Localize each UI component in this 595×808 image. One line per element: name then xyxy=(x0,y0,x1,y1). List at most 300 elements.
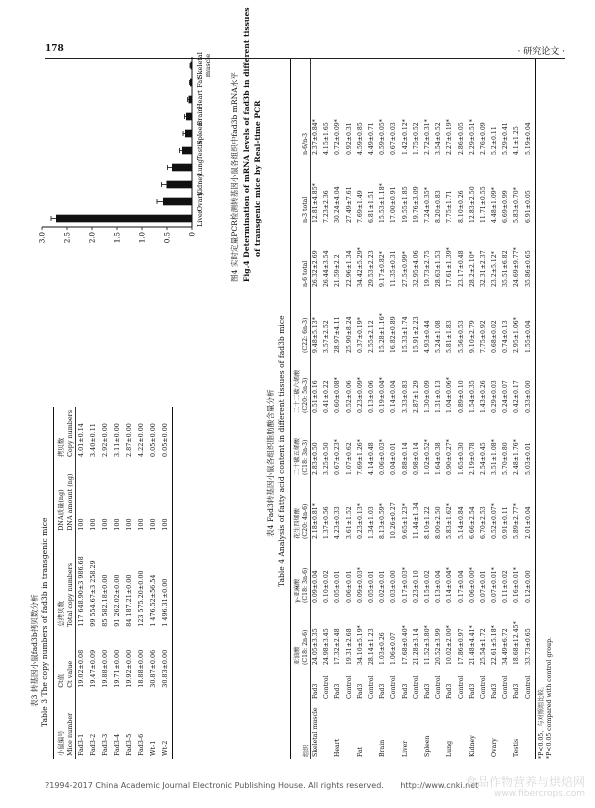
table4-cell: 0.23±0.09* xyxy=(356,377,364,413)
table4-cell: 0.23±0.13* xyxy=(356,503,364,539)
x-tick-label: Brain xyxy=(196,107,204,126)
table4-cell: 0.14±0.04* xyxy=(446,567,454,603)
table3-cell: 4.22±0.00 xyxy=(137,423,145,457)
table4-cell: 12.81±4.85* xyxy=(312,183,320,223)
table4-cell xyxy=(321,701,332,759)
table-row xyxy=(147,407,159,759)
table3-cell: 91 262.02±0.00 xyxy=(113,574,121,627)
table4-cell: 6.66±2.54 xyxy=(468,506,476,539)
bar xyxy=(182,147,192,155)
table4-cell: 2.86±0.05 xyxy=(457,122,465,155)
table4-cell: 0.23±0.10 xyxy=(412,570,420,603)
table4-cell: 0.17±0.04 xyxy=(457,570,465,603)
table4-cell: 0.09±0.03* xyxy=(356,567,364,603)
figure4-chart xyxy=(32,52,222,257)
table4-cell: 1.07±0.62 xyxy=(345,442,353,475)
table4-cell: Kidney xyxy=(468,735,476,757)
table4-cell: 4.23±0.33 xyxy=(334,506,342,539)
table4 xyxy=(292,93,534,759)
x-tick-label: Kidney xyxy=(196,173,204,196)
table4-cell: 1.65±0.30 xyxy=(457,442,465,475)
table4-cell: 32.31±2.37 xyxy=(479,250,487,287)
table4-header-row xyxy=(301,93,310,759)
table3 xyxy=(55,407,171,759)
table4-note-en: *P<0.05 compared with control group. xyxy=(546,636,553,759)
table4-cell: 0.72±0.09* xyxy=(334,119,342,155)
table4-cell: 11.71±0.55 xyxy=(479,186,487,223)
table4-cell: 2.55±2.12 xyxy=(368,320,376,353)
table4-cell: 0.06±0.01 xyxy=(345,570,353,603)
table3-header-cell: DNA amount (ng) xyxy=(66,473,74,531)
table4-cell: 19.55±1.85 xyxy=(401,186,409,223)
table4-cell: 0.19±0.04* xyxy=(379,377,387,413)
table4-cell: 10.02±2.00* xyxy=(446,625,454,665)
table4-cell: 5.83±1.62* xyxy=(446,503,454,539)
table3-cell: Fad3-4 xyxy=(113,733,121,756)
table3-cell: Wt-2 xyxy=(161,740,169,756)
table4-cell: 0.16±0.01* xyxy=(513,567,521,603)
table4-cell: 0.52±0.06 xyxy=(345,380,353,413)
table4-cell: 0.17±0.03* xyxy=(401,567,409,603)
table4-cell: 10.26±0.27 xyxy=(390,502,398,539)
table4-cell: 0.74±0.13 xyxy=(502,320,510,353)
table4-cell: 1.37±0.56 xyxy=(323,506,331,539)
table-row xyxy=(455,93,466,759)
table4-cell: 0.24±0.07 xyxy=(502,380,510,413)
table4-cell: 5.24±1.08 xyxy=(435,320,443,353)
table4-header-cell: (C20: 4n-6) xyxy=(302,503,309,539)
table4-cell: Control xyxy=(345,675,353,699)
table-row xyxy=(123,407,135,759)
table4-cell: 1.03±0.26 xyxy=(379,632,387,665)
table4-cell: 5.2±0.11 xyxy=(491,126,499,155)
table4-cell: 35.86±0.65 xyxy=(524,250,532,287)
table4-cell: 4.14±0.48 xyxy=(368,442,376,475)
table4-cell: 2.48±1.76* xyxy=(513,439,521,475)
table4-cell: 30.24±4.04 xyxy=(334,186,342,223)
table4-cell: 5.56±0.53 xyxy=(457,320,465,353)
table4-cell: 27.5±0.99* xyxy=(401,251,409,287)
table4-cell: Liver xyxy=(401,740,409,757)
table-row xyxy=(511,93,522,759)
table4-group-header-row xyxy=(292,93,301,759)
table4-header-cell xyxy=(301,667,310,701)
table4-cell: 1.42±0.12* xyxy=(401,119,409,155)
table3-header-cell: 总拷贝数 xyxy=(56,601,65,627)
bar xyxy=(172,164,192,172)
table4-cell: 24.98±3.45 xyxy=(323,628,331,665)
table4-cell: 1.54±0.35 xyxy=(468,380,476,413)
table4-cell: 28.2±2.10* xyxy=(468,251,476,287)
table4-cell: Heart xyxy=(334,738,342,757)
table4-cell: 0.04±0.01 xyxy=(390,442,398,475)
table3-cell: 2.92±0.00 xyxy=(101,423,109,457)
table-row xyxy=(523,93,534,759)
table3-header-cell: Total copy numbers xyxy=(66,562,74,627)
table4-cell: 4.15±1.65 xyxy=(323,122,331,155)
table4-cell: 6.70±2.53 xyxy=(479,506,487,539)
y-tick-label: 3.0 xyxy=(38,232,47,244)
table4-cell: 16.82±0.89 xyxy=(390,316,398,353)
table4-cell: 19.73±2.75 xyxy=(423,250,431,287)
table3-cell: 0.05±0.00 xyxy=(161,423,169,457)
table3-header-row xyxy=(65,407,75,759)
table4-cell: 0.42±0.17 xyxy=(513,380,521,413)
table3-cell: 100 xyxy=(89,518,97,531)
table4-cell: 15.28±1.16* xyxy=(379,313,387,353)
table4-cell: 0.89±0.10 xyxy=(457,380,465,413)
footer-url[interactable]: http://www.cnki.net xyxy=(400,781,479,790)
table3-header-cell: Copy numbers xyxy=(66,410,74,457)
table4-cell: 19.31±2.68 xyxy=(345,628,353,665)
table4-header-cell: (C18: 3n-3) xyxy=(302,439,309,475)
table4-cell: 8.10±0.26 xyxy=(457,190,465,223)
table4-cell: 0.88±0.14 xyxy=(401,442,409,475)
table-row xyxy=(467,93,478,759)
table3-cell: Fad3-5 xyxy=(125,733,133,756)
table4-cell: 17.61±1.39* xyxy=(446,247,454,287)
table3-header-cell: Ct value xyxy=(66,660,74,688)
table4-cell: 2.95±1.06* xyxy=(513,317,521,353)
table-row xyxy=(411,93,422,759)
table3-cell: Fad3-3 xyxy=(101,733,109,756)
table4-cell: 2.01±0.04 xyxy=(524,506,532,539)
table4-cell: Fad3 xyxy=(513,683,521,699)
table4-cell: Control xyxy=(479,675,487,699)
table4-cell: 2.54±0.45 xyxy=(479,442,487,475)
table3-cell: 100 xyxy=(101,518,109,531)
table4-cell: 33.73±0.65 xyxy=(524,628,532,665)
table3-cell: 123 575.20±0.00 xyxy=(137,570,145,627)
table4-cell: 0.07±0.01* xyxy=(491,567,499,603)
table4-cell: 0.29±0.03 xyxy=(491,380,499,413)
table4-cell: 11.35±0.31 xyxy=(390,250,398,287)
table-row xyxy=(344,93,355,759)
table4-cell: 21.59±2.2 xyxy=(334,254,342,287)
table4-cell: Control xyxy=(502,675,510,699)
table3-cell: Fad3-2 xyxy=(89,733,97,756)
table4-group-header: 亚油酸 xyxy=(294,646,301,665)
table4-cell: 9.10±2.79 xyxy=(468,320,476,353)
table3-cell: 100 xyxy=(137,518,145,531)
table3-cell: 100 xyxy=(113,518,121,531)
table4-cell xyxy=(388,701,399,759)
table4-cell: 17.86±0.97 xyxy=(457,628,465,665)
table4-cell: 25.54±1.72 xyxy=(479,628,487,665)
figure4 xyxy=(32,52,222,257)
figure4-caption-en-2: of transgenic mice by Real-time PCR xyxy=(253,100,262,257)
table4-cell: 27.49±7.61 xyxy=(345,186,353,223)
table4-cell xyxy=(500,701,511,759)
table4-cell: 11.52±3.80* xyxy=(423,625,431,665)
table4-cell: 26.44±3.54 xyxy=(323,250,331,287)
bar xyxy=(185,130,192,138)
table4-cell: 28.14±1.23 xyxy=(368,628,376,665)
table-row xyxy=(310,93,321,759)
table4-cell: 18.68±12.45* xyxy=(513,621,521,665)
table-row xyxy=(500,93,511,759)
table4-cell: 12.83±2.50 xyxy=(468,186,476,223)
table4-header-rule xyxy=(310,59,311,759)
table4-header-cell: n-6/n-3 xyxy=(302,132,309,155)
table3-cell: 0.05±0.00 xyxy=(149,423,157,457)
table4-cell: 0.67±0.23* xyxy=(334,439,342,475)
table4-cell: 9.17±0.82* xyxy=(379,251,387,287)
table4-cell: 0.11±0.02 xyxy=(502,570,510,603)
table4-cell: 1.43±0.26 xyxy=(479,380,487,413)
table3-cell: 100 xyxy=(77,518,85,531)
table4-cell: 0.68±0.02 xyxy=(491,320,499,353)
table4-cell: 0.98±0.14 xyxy=(412,442,420,475)
table3-header-cell: Ct值 xyxy=(56,673,65,688)
table4-cell: 3.57±2.52 xyxy=(323,320,331,353)
table4-cell: 2.18±0.81* xyxy=(312,503,320,539)
table4-header-cell xyxy=(292,667,301,701)
table4-cell: 7.69±1.26* xyxy=(356,439,364,475)
table4-note-cn: *P<0.05，与对照组比较。 xyxy=(538,683,545,759)
table3-header-rule xyxy=(75,407,76,759)
table4-group-header xyxy=(292,289,301,355)
table4-cell: Skeletal muscle xyxy=(312,707,320,757)
table3-cell: 19.92±0.00 xyxy=(125,649,133,688)
table3-cell: Fad3-6 xyxy=(137,733,145,756)
y-tick-label: 2.0 xyxy=(88,232,97,244)
table4-cell: 0.05±0.01 xyxy=(334,570,342,603)
table4-cell: 5.81±1.83 xyxy=(446,320,454,353)
figure4-caption-cn: 图4 实时定量PCR检测转基因小鼠各组织中fad3b mRNA水平 xyxy=(230,72,239,282)
table4-cell: 5.89±2.77* xyxy=(513,503,521,539)
table4-cell: 6.91±0.05 xyxy=(524,190,532,223)
table4-cell: 22.96±1.34 xyxy=(345,250,353,287)
table4-cell: 0.67±0.03 xyxy=(390,122,398,155)
table4-cell: 2.29±0.51* xyxy=(468,119,476,155)
table4-cell: 23.2±5.12* xyxy=(491,251,499,287)
table4-cell: 23.17±0.48 xyxy=(457,250,465,287)
table4-group-header xyxy=(292,225,301,289)
table4-header-cell: (C18: 3n-6) xyxy=(302,567,309,603)
table4-cell: 2.72±0.31* xyxy=(423,119,431,155)
table4-cell: 17.68±0.40* xyxy=(401,625,409,665)
table3-cell: 99 554.67±3 258.29 xyxy=(89,560,97,627)
x-tick-label: Heart xyxy=(196,89,204,110)
table4-cell: 21.48±4.41* xyxy=(468,625,476,665)
table4-header-cell: n-6 total xyxy=(302,260,309,287)
table4-top-rule xyxy=(290,59,291,759)
table4-cell: Fat xyxy=(356,746,364,757)
table4-cell: 7.75±1.71 xyxy=(446,190,454,223)
footer-copyright: ?1994-2017 China Academic Journal Electronic Publishing House. All rights reserved. xyxy=(45,781,384,790)
y-tick-label: 1.5 xyxy=(113,232,122,244)
table3-cell: Wt-1 xyxy=(149,740,157,756)
table4-cell: 2.37±0.84* xyxy=(312,119,320,155)
table4-cell: 4.59±0.85 xyxy=(356,122,364,155)
table3-cell: 1 476.52±56.54 xyxy=(149,574,157,627)
table4-cell: 0.60±0.08* xyxy=(334,377,342,413)
table4-cell: 0.13±0.04 xyxy=(435,570,443,603)
table4-cell: 22.61±5.18* xyxy=(491,625,499,665)
table4-cell: 17.00±0.91 xyxy=(390,186,398,223)
x-tick-label: Lung xyxy=(196,159,204,176)
y-tick-label: 2.5 xyxy=(63,232,72,244)
table4-cell xyxy=(478,701,489,759)
table4-cell: 19.76±3.09 xyxy=(412,186,420,223)
table4-cell: 0.06±0.00* xyxy=(468,567,476,603)
table4-cell: 0.15±0.02 xyxy=(423,570,431,603)
table4-cell: 0.02±0.01 xyxy=(379,570,387,603)
table4-cell: 0.41±0.22 xyxy=(323,380,331,413)
table4-cell: Fad3 xyxy=(379,683,387,699)
table4-cell: 15.33±1.74 xyxy=(401,316,409,353)
table4-cell: Control xyxy=(368,675,376,699)
table4-header-cell xyxy=(292,701,301,759)
table-row xyxy=(321,93,332,759)
table3-header-cell: DNA质量(ng) xyxy=(56,489,65,531)
table-row xyxy=(159,407,171,759)
table4-cell: 32.95±4.06 xyxy=(412,250,420,287)
section-label: · 研究论文 · xyxy=(517,47,565,57)
table3-cell: 3.11±0.00 xyxy=(113,423,121,457)
table-row xyxy=(422,93,433,759)
table4-title-en: Table 4 Analysis of fatty acid content in different tissues of fad3b mice xyxy=(277,315,286,587)
table4-cell: 24.05±3.35 xyxy=(312,628,320,665)
table3-cell: 19.47±0.09 xyxy=(89,649,97,688)
table4-cell: 4.93±0.44 xyxy=(423,320,431,353)
table-row xyxy=(366,93,377,759)
table4-cell: Control xyxy=(457,675,465,699)
table-row xyxy=(400,93,411,759)
table3-top-rule xyxy=(53,407,54,759)
table4-notes xyxy=(538,637,554,759)
table4-cell: 0.92±0.31 xyxy=(345,122,353,155)
table4-header-cell: (C18: 2n-6) xyxy=(302,629,309,665)
table4-cell: 0.90±0.27* xyxy=(446,439,454,475)
table4-cell: 0.59±0.05* xyxy=(379,119,387,155)
bar xyxy=(190,79,192,87)
table4-cell: 1.04±0.06* xyxy=(446,377,454,413)
table4-cell: Brain xyxy=(379,739,387,757)
table4-cell: 0.33±0.00 xyxy=(524,380,532,413)
table4-cell: 34.49±6.72 xyxy=(502,628,510,665)
table-row xyxy=(433,93,444,759)
table4-cell xyxy=(455,701,466,759)
table4-cell: 0.03±0.00 xyxy=(390,570,398,603)
table-row xyxy=(332,93,343,759)
table3-cell: Fad3-1 xyxy=(77,733,85,756)
watermark-line1: 食品作物营养与烘焙网 xyxy=(464,775,585,789)
table4-header-cell: (C22: 6n-3) xyxy=(302,317,309,353)
table-row xyxy=(388,93,399,759)
table4-cell: 3.61±1.52 xyxy=(345,506,353,539)
figure4-caption-en-1: Fig.4 Determination of mRNA levels of fad3b in different tissues xyxy=(242,7,251,282)
table-row xyxy=(444,93,455,759)
table4-cell: Fad3 xyxy=(468,683,476,699)
table4-cell: 0.10±0.02 xyxy=(323,570,331,603)
table4-cell: 0.14±0.04 xyxy=(390,380,398,413)
table4-header-cell: n-3 total xyxy=(302,196,309,223)
x-tick-label: muscle xyxy=(204,53,212,78)
table4-cell: 0.12±0.00 xyxy=(524,570,532,603)
table4-cell: Fad3 xyxy=(446,683,454,699)
table4-cell: Control xyxy=(435,675,443,699)
table4-cell: 0.13±0.06 xyxy=(368,380,376,413)
table4-cell: 0.91±0.11 xyxy=(502,506,510,539)
table4-cell: Fad3 xyxy=(401,683,409,699)
table4-cell: 29.53±2.23 xyxy=(368,250,376,287)
table4-group-header: γ-亚麻酸 xyxy=(294,578,301,603)
table4-cell: 5.14±0.84 xyxy=(457,506,465,539)
y-tick-label: 1.0 xyxy=(138,232,147,244)
table4-cell: 6.81±1.51 xyxy=(368,190,376,223)
table4-cell: 5.70±0.80 xyxy=(502,442,510,475)
table4-cell: 28.97±4.11 xyxy=(334,316,342,353)
table-row xyxy=(75,407,87,759)
table4-cell xyxy=(344,701,355,759)
table4-cell: 8.00±2.50 xyxy=(435,506,443,539)
table4-cell: 8.10±1.22 xyxy=(423,506,431,539)
table4-cell: 6.69±0.99 xyxy=(502,190,510,223)
table4-header-cell: 组织 xyxy=(303,744,310,757)
table4-group-header: 二十二碳六烯酸 xyxy=(294,369,301,413)
x-tick-label: Spleen xyxy=(196,122,204,145)
table4-cell: 28.63±1.53 xyxy=(435,250,443,287)
table3-cell: 100 xyxy=(125,518,133,531)
table4-cell: 11.44±1.34 xyxy=(412,502,420,539)
bar xyxy=(186,113,192,121)
table4-cell: 1.02±0.52* xyxy=(423,439,431,475)
table3-title-cn: 表3 转基因小鼠fad3b拷贝数分析 xyxy=(30,594,39,707)
bar xyxy=(167,181,193,189)
table4-cell: Fad3 xyxy=(312,683,320,699)
table-row xyxy=(99,407,111,759)
table4-cell: 7.23±2.36 xyxy=(323,190,331,223)
table4-cell: 5.83±0.70* xyxy=(513,187,521,223)
table4-cell: 15.91±2.23 xyxy=(412,316,420,353)
page-number: 178 xyxy=(45,44,64,54)
table4-cell: Fad3 xyxy=(423,683,431,699)
table4-cell: 2.19±0.78 xyxy=(468,442,476,475)
table4-cell: Fad3 xyxy=(491,683,499,699)
table4-cell xyxy=(433,701,444,759)
table4-cell: 2.76±0.09 xyxy=(479,122,487,155)
table4-cell: Control xyxy=(390,675,398,699)
table4-cell: 9.48±5.13* xyxy=(312,317,320,353)
table4-cell: 1.55±0.04 xyxy=(524,320,532,353)
table3-header-row xyxy=(55,407,65,759)
table3-cell: 117 648.90±3 986.68 xyxy=(77,556,85,627)
table4-cell: 2.87±1.29 xyxy=(412,380,420,413)
table4-cell: 34.10±5.19* xyxy=(356,625,364,665)
table3-cell: 100 xyxy=(161,518,169,531)
table4-cell: Fad3 xyxy=(356,683,364,699)
table4-bottom-rule xyxy=(535,59,536,759)
table-row xyxy=(377,93,388,759)
table4-cell: 34.42±5.29* xyxy=(356,247,364,287)
table4-group-header: 二十碳五烯酸 xyxy=(294,437,301,475)
table4-cell: 0.37±0.19* xyxy=(356,317,364,353)
table-row xyxy=(135,407,147,759)
table3-cell: 85 582.18±0.00 xyxy=(101,574,109,627)
table3-header-cell: Mice number xyxy=(66,712,74,756)
table4-cell xyxy=(411,701,422,759)
bar xyxy=(191,62,193,70)
table4-cell: 3.33±0.83 xyxy=(401,380,409,413)
table3-cell: 19.02±0.08 xyxy=(77,649,85,688)
table4-cell: 26.32±2.69 xyxy=(312,250,320,287)
table4-cell: 2.27±0.19* xyxy=(446,119,454,155)
table3-cell: 30.83±0.00 xyxy=(161,649,169,688)
table-row xyxy=(87,407,99,759)
table4-group-header: 花生四烯酸 xyxy=(294,508,301,539)
